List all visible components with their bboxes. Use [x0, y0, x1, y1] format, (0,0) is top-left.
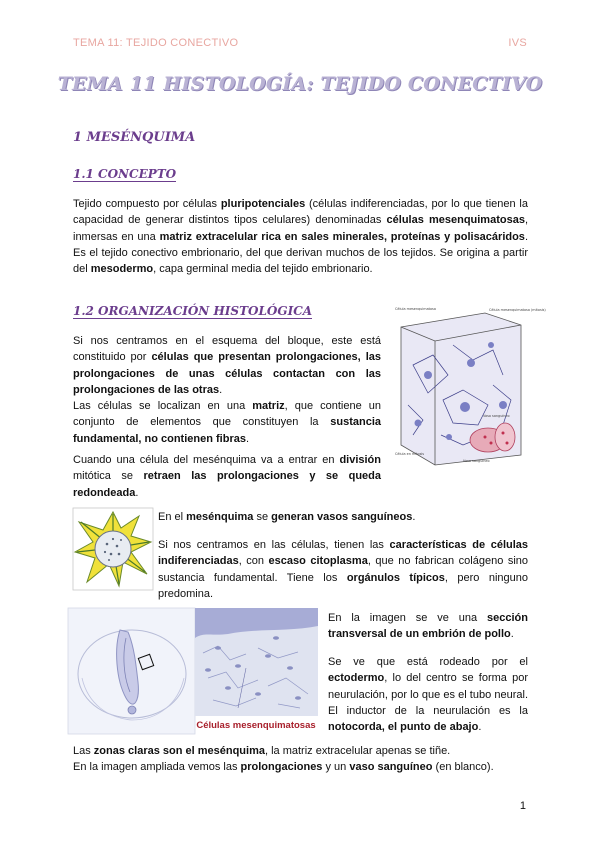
header-left: TEMA 11: TEJIDO CONECTIVO	[73, 37, 239, 49]
heading-concepto: 1.1 CONCEPTO	[73, 167, 177, 181]
header-right: IVS	[508, 37, 527, 49]
embryo-section-micrographs	[68, 608, 318, 734]
heading-mesenquima: 1 MESÉNQUIMA	[73, 130, 196, 145]
paragraph-ectodermo: Se ve que está rodeado por el ectodermo, lo del centro se forma por neurulación, por lo que es el tubo neural. El inductor de la neurulación es la notocorda, el punto de abajo.	[328, 656, 528, 734]
paragraph-zonas-claras: Las zonas claras son el mesénquima, la matriz extracelular apenas se tiñe.	[73, 745, 451, 757]
paragraph-ampliada: En la imagen ampliada vemos las prolongaciones y un vaso sanguíneo (en blanco).	[73, 761, 494, 773]
paragraph-esquema: Si nos centramos en el esquema del bloque, este está constituido por células que presentan prolongaciones, las prolongaciones de unas células contactan con las prolongaciones de las otras.	[73, 335, 381, 396]
paragraph-concepto: Tejido compuesto por células pluripotenciales (células indiferenciadas, por lo que tienen la capacidad de generar distintos tipos celulares) denominadas células mesenquimatosas, inmersas en una matriz extracelular rica en sales minerales, proteínas y polisacáridos. Es el tejido conectivo embrionario, del que derivan muchos de los tejidos. Se origina a partir del mesodermo, capa germinal media del tejido embrionario.	[73, 198, 529, 276]
label-celula: Célula mesenquimatosa	[395, 307, 436, 311]
document-title: TEMA 11 HISTOLOGÍA: TEJIDO CONECTIVO	[57, 73, 543, 95]
heading-organizacion: 1.2 ORGANIZACIÓN HISTOLÓGICA	[73, 304, 313, 318]
mesenchymal-cell-illustration	[73, 508, 153, 590]
paragraph-vasos: En el mesénquima se generan vasos sanguíneos.	[158, 511, 416, 523]
label-celula-mitosis: Célula en mitosis	[395, 452, 425, 456]
micrograph-caption: Células mesenquimatosas	[196, 720, 316, 731]
page-number: 1	[519, 800, 526, 812]
paragraph-division: Cuando una célula del mesénquima va a entrar en división mitótica se retraen las prolongaciones y se queda redondeada.	[73, 454, 381, 499]
paragraph-celulas: Si nos centramos en las células, tienen las características de células indiferenciadas, con escaso citoplasma, que no fabrican colágeno sino sustancia fundamental. Tiene los orgánulos típicos, pero ninguno predomina.	[158, 539, 529, 600]
label-mitosis: Célula mesenquimatosa (mitosis)	[489, 308, 546, 312]
paragraph-matriz: Las células se localizan en una matriz, que contiene un conjunto de elementos que constituyen la sustancia fundamental, no contienen fibras.	[73, 400, 381, 445]
label-vaso-2: Vaso sanguíneo	[463, 459, 490, 463]
label-vaso: Vaso sanguíneo	[483, 414, 510, 418]
mesenchyme-block-diagram	[393, 305, 546, 465]
paragraph-seccion: En la imagen se ve una sección transversal de un embrión de pollo.	[328, 612, 528, 641]
